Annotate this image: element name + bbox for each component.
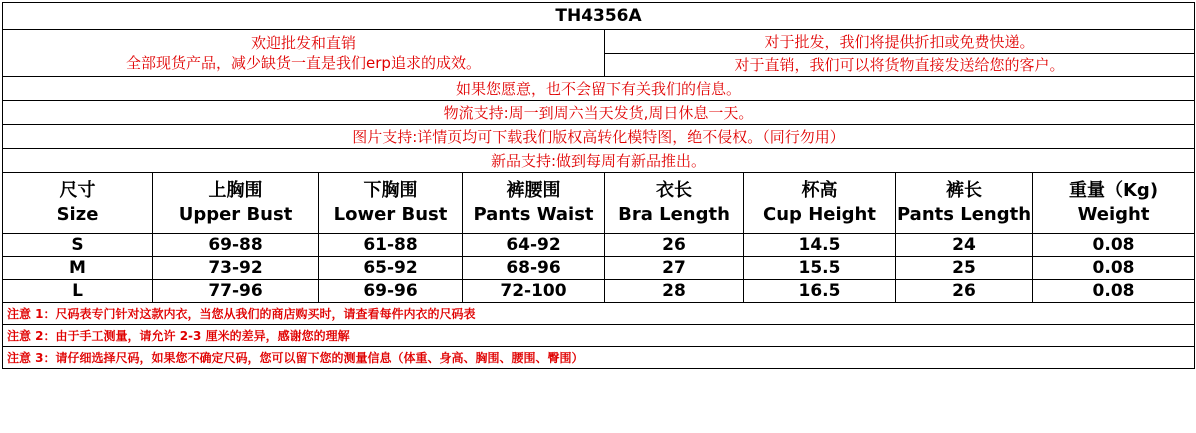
note-2: 注意 2：由于手工测量，请允许 2-3 厘米的差异，感谢您的理解 — [3, 325, 1195, 347]
table-cell: 25 — [896, 257, 1033, 280]
table-cell: 15.5 — [744, 257, 896, 280]
table-cell: 73-92 — [153, 257, 319, 280]
table-cell: 27 — [605, 257, 744, 280]
table-cell: L — [3, 280, 153, 303]
new-products-info: 新品支持:做到每周有新品推出。 — [3, 149, 1195, 173]
table-row — [3, 280, 1195, 303]
logistics-info: 物流支持:周一到周六当天发货,周日休息一天。 — [3, 101, 1195, 125]
table-cell: M — [3, 257, 153, 280]
table-cell: 0.08 — [1033, 257, 1195, 280]
table-cell: 14.5 — [744, 234, 896, 257]
table-row — [3, 257, 1195, 280]
column-header-pants-waist: 裤腰围 Pants Waist — [463, 173, 605, 234]
table-cell: 72-100 — [463, 280, 605, 303]
privacy-info: 如果您愿意，也不会留下有关我们的信息。 — [3, 77, 1195, 101]
note-3: 注意 3：请仔细选择尺码，如果您不确定尺码，您可以留下您的测量信息（体重、身高、胸围、腰围、臀围） — [3, 347, 1195, 369]
wholesale-policy: 对于批发，我们将提供折扣或免费快递。 — [605, 30, 1195, 54]
column-header-lower-bust: 下胸围 Lower Bust — [319, 173, 463, 234]
table-cell: 69-96 — [319, 280, 463, 303]
image-support-info: 图片支持:详情页均可下载我们版权高转化模特图，绝不侵权。（同行勿用） — [3, 125, 1195, 149]
table-cell: 16.5 — [744, 280, 896, 303]
table-cell: 77-96 — [153, 280, 319, 303]
table-cell: 26 — [896, 280, 1033, 303]
table-cell: 26 — [605, 234, 744, 257]
table-cell: 0.08 — [1033, 280, 1195, 303]
table-cell: 64-92 — [463, 234, 605, 257]
size-table-header — [3, 173, 1195, 234]
column-header-upper-bust: 上胸围 Upper Bust — [153, 173, 319, 234]
retail-policy: 对于直销，我们可以将货物直接发送给您的客户。 — [605, 53, 1195, 77]
table-row — [3, 234, 1195, 257]
table-cell: 65-92 — [319, 257, 463, 280]
welcome-line-2: 全部现货产品，减少缺货一直是我们erp追求的成效。 — [126, 54, 481, 72]
table-cell: S — [3, 234, 153, 257]
table-cell: 61-88 — [319, 234, 463, 257]
table-cell: 28 — [605, 280, 744, 303]
table-cell: 24 — [896, 234, 1033, 257]
size-chart-sheet — [2, 2, 1195, 369]
column-header-cup-height: 杯高 Cup Height — [744, 173, 896, 234]
column-header-weight: 重量（Kg) Weight — [1033, 173, 1195, 234]
welcome-line-1: 欢迎批发和直销 — [250, 34, 356, 52]
table-cell: 69-88 — [153, 234, 319, 257]
welcome-message — [3, 30, 605, 77]
table-cell: 0.08 — [1033, 234, 1195, 257]
table-cell: 68-96 — [463, 257, 605, 280]
column-header-size: 尺寸 Size — [3, 173, 153, 234]
product-title: TH4356A — [3, 3, 1195, 30]
column-header-pants-length: 裤长 Pants Length — [896, 173, 1033, 234]
note-1: 注意 1：尺码表专门针对这款内衣，当您从我们的商店购买时，请查看每件内衣的尺码表 — [3, 303, 1195, 325]
column-header-bra-length: 衣长 Bra Length — [605, 173, 744, 234]
